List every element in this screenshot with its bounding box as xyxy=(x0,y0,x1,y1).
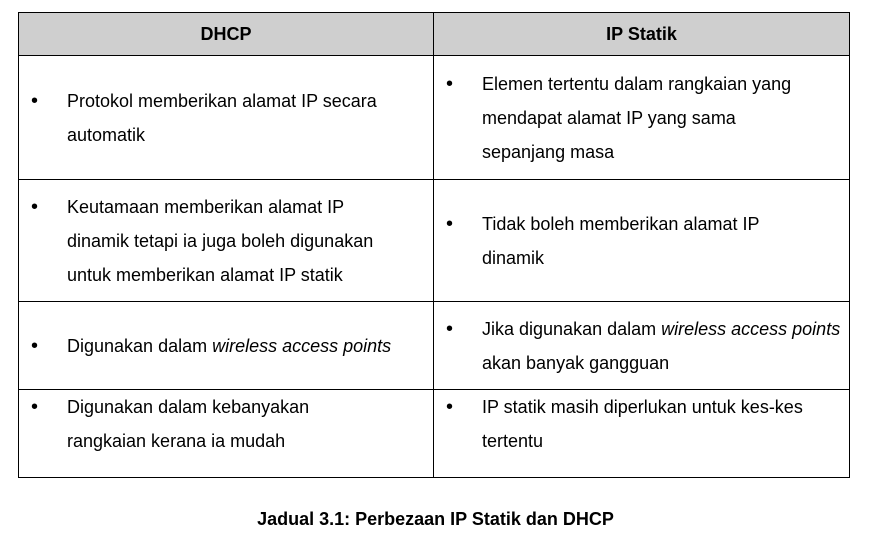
dhcp-cell xyxy=(19,390,434,478)
dhcp-text: Keutamaan memberikan alamat IP dinamik tetapi ia juga boleh digunakan untuk memberikan alamat IP statik xyxy=(67,196,374,285)
bullet-icon: • xyxy=(31,396,39,418)
table-row xyxy=(19,302,850,390)
dhcp-text: Digunakan dalam kebanyakan rangkaian kerana ia mudah xyxy=(67,397,310,451)
table-row xyxy=(19,180,850,302)
header-ip-statik: IP Statik xyxy=(434,13,850,56)
bullet-icon: • xyxy=(446,72,454,95)
static-cell xyxy=(434,180,850,302)
comparison-table xyxy=(18,12,850,478)
dhcp-cell xyxy=(19,302,434,390)
dhcp-cell xyxy=(19,56,434,180)
static-text: Elemen tertentu dalam rangkaian yang mendapat alamat IP yang sama sepanjang masa xyxy=(482,73,792,162)
static-cell xyxy=(434,56,850,180)
static-text: Jika digunakan dalam wireless access points akan banyak gangguan xyxy=(482,318,841,373)
bullet-icon: • xyxy=(446,317,454,340)
static-text: IP statik masih diperlukan untuk kes-kes tertentu xyxy=(482,397,803,451)
static-text: Tidak boleh memberikan alamat IP dinamik xyxy=(482,213,760,268)
bullet-icon: • xyxy=(31,195,39,218)
static-cell xyxy=(434,390,850,478)
bullet-icon: • xyxy=(31,334,39,357)
dhcp-text: Digunakan dalam wireless access points xyxy=(67,335,392,356)
bullet-icon: • xyxy=(31,89,39,112)
static-cell xyxy=(434,302,850,390)
header-row xyxy=(19,13,850,56)
header-dhcp: DHCP xyxy=(19,13,434,56)
table-row xyxy=(19,390,850,478)
table-row xyxy=(19,56,850,180)
dhcp-cell xyxy=(19,180,434,302)
bullet-icon: • xyxy=(446,212,454,235)
bullet-icon: • xyxy=(446,396,454,418)
dhcp-text: Protokol memberikan alamat IP secara automatik xyxy=(67,90,377,145)
table-caption: Jadual 3.1: Perbezaan IP Statik dan DHCP xyxy=(257,509,614,529)
